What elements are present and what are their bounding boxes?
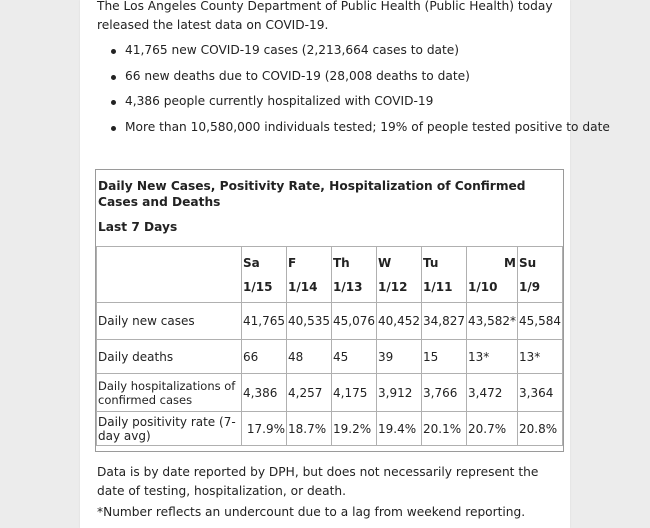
table-cell: 39 [377, 340, 422, 374]
page [80, 0, 610, 528]
table-row [97, 303, 563, 340]
data-table-container [95, 169, 564, 452]
header-cell: M 1/10 [467, 247, 518, 303]
table-cell: 43,582* [467, 303, 518, 340]
table-cell: 13* [518, 340, 563, 374]
table-cell: 18.7% [287, 412, 332, 446]
table-cell: 41,765 [242, 303, 287, 340]
row-label: Daily positivity rate (7-day avg) [97, 412, 242, 446]
table-title: Daily New Cases, Positivity Rate, Hospitalization of Confirmed Cases and Deaths [98, 179, 526, 209]
table-cell: 45 [332, 340, 377, 374]
table-cell: 4,386 [242, 374, 287, 412]
table-cell: 20.8% [518, 412, 563, 446]
header-cell: F 1/14 [287, 247, 332, 303]
header-cell: Th 1/13 [332, 247, 377, 303]
table-cell: 4,175 [332, 374, 377, 412]
header-cell: Sa 1/15 [242, 247, 287, 303]
table-cell: 40,452 [377, 303, 422, 340]
summary-item: 4,386 people currently hospitalized with COVID-19 [97, 89, 567, 115]
table-cell: 48 [287, 340, 332, 374]
table-cell: 45,584 [518, 303, 563, 340]
summary-list [97, 38, 610, 140]
table-cell: 34,827 [422, 303, 467, 340]
row-label: Daily hospitalizations of confirmed cases [97, 374, 242, 412]
table-cell: 3,472 [467, 374, 518, 412]
table-cell: 4,257 [287, 374, 332, 412]
table-header-row [97, 247, 563, 303]
header-empty-cell [97, 247, 242, 303]
table-row [97, 374, 563, 412]
header-cell: Tu 1/11 [422, 247, 467, 303]
table-subtitle: Last 7 Days [98, 220, 178, 234]
table-cell: 20.1% [422, 412, 467, 446]
summary-item: 41,765 new COVID-19 cases (2,213,664 cases to date) [97, 38, 567, 64]
header-cell: Su 1/9 [518, 247, 563, 303]
intro-paragraph: The Los Angeles County Department of Public Health (Public Health) today released the latest data on COVID-19. [97, 0, 553, 32]
table-cell: 15 [422, 340, 467, 374]
table-cell: 3,364 [518, 374, 563, 412]
footnote-data-source: Data is by date reported by DPH, but does not necessarily represent the date of testing, hospitalization, or death. [97, 465, 539, 498]
table-cell: 19.2% [332, 412, 377, 446]
table-cell: 45,076 [332, 303, 377, 340]
table-cell: 66 [242, 340, 287, 374]
header-cell: W 1/12 [377, 247, 422, 303]
data-table [96, 246, 563, 446]
table-cell: 17.9% [242, 412, 287, 446]
table-row [97, 412, 563, 446]
table-cell: 40,535 [287, 303, 332, 340]
summary-item: More than 10,580,000 individuals tested; 19% of people tested positive to date [97, 115, 567, 141]
table-cell: 3,912 [377, 374, 422, 412]
summary-item: 66 new deaths due to COVID-19 (28,008 deaths to date) [97, 64, 567, 90]
footnote-undercount: *Number reflects an undercount due to a lag from weekend reporting. [97, 505, 526, 519]
table-cell: 13* [467, 340, 518, 374]
table-cell: 3,766 [422, 374, 467, 412]
row-label: Daily new cases [97, 303, 242, 340]
table-cell: 19.4% [377, 412, 422, 446]
row-label: Daily deaths [97, 340, 242, 374]
table-row [97, 340, 563, 374]
table-cell: 20.7% [467, 412, 518, 446]
